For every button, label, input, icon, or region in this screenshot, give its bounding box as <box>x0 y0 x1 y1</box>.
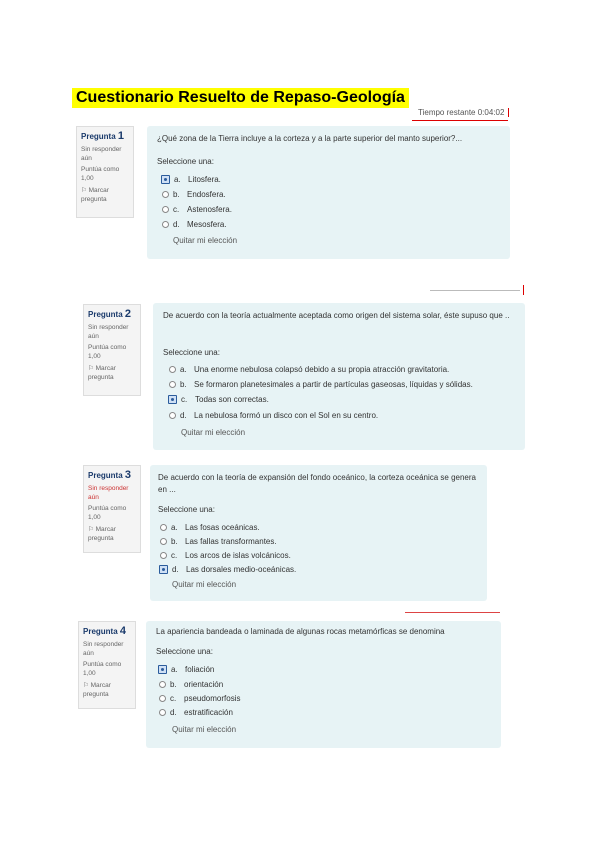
question-status: Sin responder aún <box>83 641 124 657</box>
option-text: Los arcos de islas volcánicos. <box>185 551 291 560</box>
option-letter: a. <box>171 665 178 674</box>
radio-icon[interactable] <box>160 524 167 531</box>
question-text: ¿Qué zona de la Tierra incluye a la corteza y a la parte superior del manto superior?... <box>157 134 463 143</box>
question-score: Puntúa como 1,00 <box>88 505 127 521</box>
radio-icon[interactable] <box>159 709 166 716</box>
option-a[interactable] <box>169 365 449 374</box>
question-info-3 <box>83 465 141 553</box>
radio-icon[interactable] <box>160 538 167 545</box>
question-number: 1 <box>117 130 125 142</box>
flag-label: Marcar pregunta <box>88 526 116 542</box>
radio-selected-icon[interactable] <box>161 175 170 184</box>
radio-icon[interactable] <box>162 191 169 198</box>
select-one-label: Seleccione una: <box>163 348 220 357</box>
option-text: Litosfera. <box>188 175 221 184</box>
option-letter: d. <box>173 220 180 229</box>
question-score: Puntúa como 1,00 <box>83 661 122 677</box>
option-letter: d. <box>170 708 177 717</box>
option-text: Las dorsales medio-oceánicas. <box>186 565 297 574</box>
radio-icon[interactable] <box>159 695 166 702</box>
question-number: 3 <box>124 469 132 481</box>
option-text: Una enorme nebulosa colapsó debido a su propia atracción gravitatoria. <box>194 365 450 374</box>
flag-question-link[interactable] <box>83 681 131 699</box>
select-one-label: Seleccione una: <box>158 505 215 514</box>
question-label: Pregunta <box>88 310 123 319</box>
question-card-3 <box>150 465 487 601</box>
option-letter: c. <box>173 205 180 214</box>
clear-choice-link[interactable]: Quitar mi elección <box>172 580 237 589</box>
option-letter: a. <box>174 175 181 184</box>
question-card-1 <box>147 126 510 259</box>
option-text: Las fosas oceánicas. <box>185 523 260 532</box>
option-letter: b. <box>170 680 177 689</box>
question-text: La apariencia bandeada o laminada de algunas rocas metamórficas se denomina <box>156 627 445 636</box>
radio-selected-icon[interactable] <box>159 565 168 574</box>
option-letter: d. <box>180 411 187 420</box>
red-marker <box>523 285 524 295</box>
flag-label: Marcar pregunta <box>81 187 109 203</box>
timer-underline <box>412 120 508 121</box>
option-c[interactable] <box>159 694 240 703</box>
option-letter: c. <box>181 395 188 404</box>
radio-icon[interactable] <box>160 552 167 559</box>
option-text: Astenosfera. <box>187 205 232 214</box>
option-d[interactable] <box>162 220 227 229</box>
flag-icon: ⚐ <box>81 187 87 194</box>
question-text: De acuerdo con la teoría de expansión del fondo oceánico, la corteza oceánica se genera en ... <box>158 473 476 494</box>
radio-icon[interactable] <box>162 221 169 228</box>
option-letter: b. <box>171 537 178 546</box>
flag-icon: ⚐ <box>83 682 89 689</box>
option-b[interactable] <box>162 190 226 199</box>
flag-question-link[interactable] <box>81 186 129 204</box>
option-b[interactable] <box>159 680 223 689</box>
separator-line <box>430 290 520 291</box>
question-label: Pregunta <box>81 132 116 141</box>
option-d[interactable] <box>159 708 233 717</box>
question-text: De acuerdo con la teoría actualmente aceptada como origen del sistema solar, éste supuso que .. <box>163 311 510 320</box>
option-b[interactable] <box>169 380 473 389</box>
option-text: Todas son correctas. <box>195 395 269 404</box>
radio-icon[interactable] <box>162 206 169 213</box>
option-text: foliación <box>185 665 215 674</box>
radio-icon[interactable] <box>169 381 176 388</box>
question-score: Puntúa como 1,00 <box>81 166 120 182</box>
option-c[interactable] <box>168 395 269 404</box>
question-number: 2 <box>124 308 132 320</box>
question-info-1 <box>76 126 134 218</box>
question-label: Pregunta <box>83 627 118 636</box>
flag-icon: ⚐ <box>88 365 94 372</box>
radio-icon[interactable] <box>169 366 176 373</box>
select-one-label: Seleccione una: <box>156 647 213 656</box>
clear-choice-link[interactable]: Quitar mi elección <box>172 725 237 734</box>
option-text: Las fallas transformantes. <box>185 537 277 546</box>
option-text: estratificación <box>184 708 233 717</box>
flag-question-link[interactable] <box>88 525 136 543</box>
question-number: 4 <box>119 625 127 637</box>
option-a[interactable] <box>161 175 221 184</box>
flag-label: Marcar pregunta <box>88 365 116 381</box>
option-text: Endosfera. <box>187 190 226 199</box>
radio-selected-icon[interactable] <box>168 395 177 404</box>
question-info-4 <box>78 621 136 709</box>
option-text: Mesosfera. <box>187 220 227 229</box>
option-text: La nebulosa formó un disco con el Sol en su centro. <box>194 411 379 420</box>
question-status: Sin responder aún <box>88 485 129 501</box>
option-letter: d. <box>172 565 179 574</box>
clear-choice-link[interactable]: Quitar mi elección <box>181 428 246 437</box>
question-label: Pregunta <box>88 471 123 480</box>
option-letter: a. <box>171 523 178 532</box>
flag-label: Marcar pregunta <box>83 682 111 698</box>
option-b[interactable] <box>160 537 277 546</box>
question-status: Sin responder aún <box>88 324 129 340</box>
clear-choice-link[interactable]: Quitar mi elección <box>173 236 238 245</box>
flag-question-link[interactable] <box>88 364 136 382</box>
question-status: Sin responder aún <box>81 146 122 162</box>
flag-icon: ⚐ <box>88 526 94 533</box>
radio-selected-icon[interactable] <box>158 665 167 674</box>
option-text: Se formaron planetesimales a partir de partículas gaseosas, líquidas y sólidas. <box>194 380 473 389</box>
question-info-2 <box>83 304 141 396</box>
select-one-label: Seleccione una: <box>157 157 214 166</box>
option-c[interactable] <box>162 205 232 214</box>
separator-line <box>405 612 500 613</box>
option-letter: b. <box>173 190 180 199</box>
option-a[interactable] <box>158 665 214 674</box>
option-letter: a. <box>180 365 187 374</box>
option-letter: b. <box>180 380 187 389</box>
option-a[interactable] <box>160 523 260 532</box>
question-score: Puntúa como 1,00 <box>88 344 127 360</box>
option-text: pseudomorfosis <box>184 694 241 703</box>
option-letter: c. <box>171 551 178 560</box>
option-d[interactable] <box>159 565 296 574</box>
radio-icon[interactable] <box>169 412 176 419</box>
option-c[interactable] <box>160 551 291 560</box>
question-card-4 <box>146 621 501 748</box>
document-title: Cuestionario Resuelto de Repaso-Geología <box>72 88 409 108</box>
option-d[interactable] <box>169 411 378 420</box>
question-card-2 <box>153 303 525 450</box>
time-remaining: Tiempo restante 0:04:02 <box>418 108 509 117</box>
radio-icon[interactable] <box>159 681 166 688</box>
option-letter: c. <box>170 694 177 703</box>
option-text: orientación <box>184 680 224 689</box>
